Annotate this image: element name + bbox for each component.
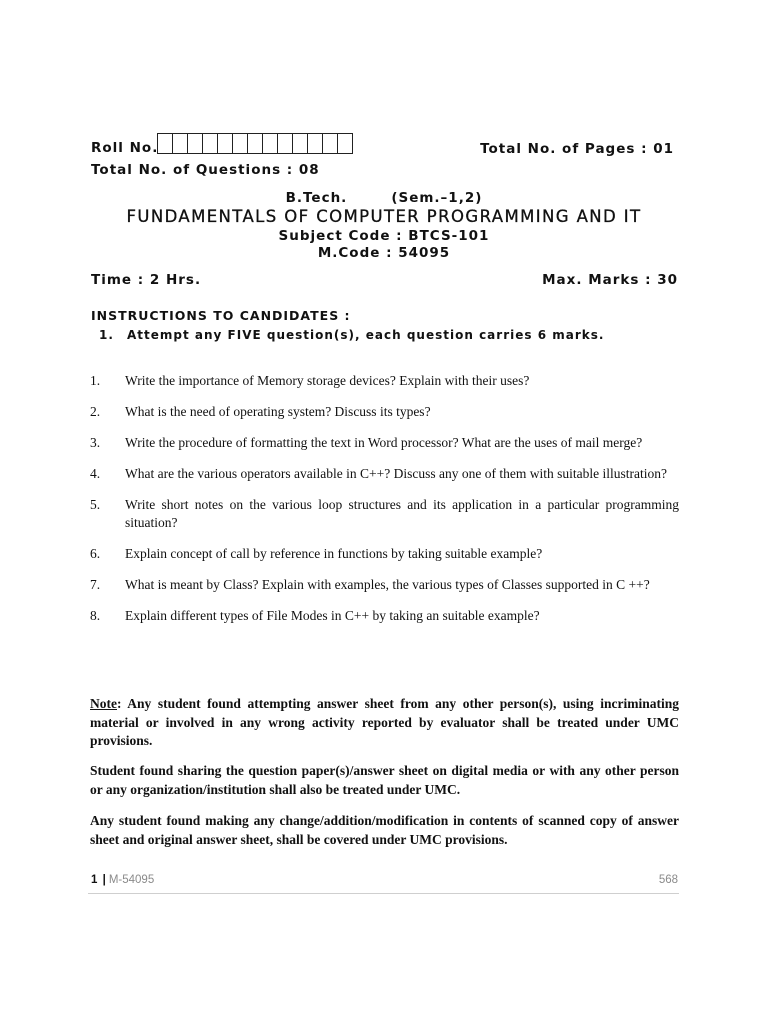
course-line	[0, 190, 768, 206]
question-text: Write short notes on the various loop structures and its application in a particular programming situation?	[125, 497, 679, 530]
footer-page-number: 1	[91, 874, 98, 886]
roll-no-box[interactable]	[218, 134, 233, 153]
roll-no-box[interactable]	[278, 134, 293, 153]
question-number: 5.	[90, 497, 101, 512]
question-item	[90, 496, 679, 532]
question-number: 1.	[90, 373, 101, 388]
question-number: 4.	[90, 466, 101, 481]
roll-no-box[interactable]	[248, 134, 263, 153]
question-number: 6.	[90, 546, 101, 561]
question-number: 3.	[90, 435, 101, 450]
roll-no-box[interactable]	[308, 134, 323, 153]
subject-title: FUNDAMENTALS OF COMPUTER PROGRAMMING AND IT	[126, 207, 642, 226]
subject-code: Subject Code : BTCS-101	[278, 228, 490, 244]
roll-no-box[interactable]	[203, 134, 218, 153]
note-text: : Any student found attempting answer sheet from any other person(s), using incriminating material or involved in any wrong activity reported by evaluator shall be treated under UMC provisions.	[90, 696, 679, 748]
instructions-heading: INSTRUCTIONS TO CANDIDATES :	[91, 308, 351, 323]
note-label: Note	[90, 696, 117, 711]
m-code: M.Code : 54095	[317, 245, 451, 261]
roll-no-box[interactable]	[323, 134, 338, 153]
question-text: Write the procedure of formatting the text in Word processor? What are the uses of mail merge?	[125, 435, 643, 450]
footer-code: M-54095	[108, 874, 155, 886]
question-text: What is the need of operating system? Discuss its types?	[125, 404, 431, 419]
question-item	[90, 372, 679, 390]
question-number: 8.	[90, 608, 101, 623]
roll-no-box[interactable]	[188, 134, 203, 153]
question-item	[90, 403, 679, 421]
instruction-item	[99, 328, 604, 342]
roll-no-box[interactable]	[263, 134, 278, 153]
note-umc-attempting	[90, 695, 679, 751]
question-item	[90, 576, 679, 594]
roll-no-box[interactable]	[293, 134, 308, 153]
instruction-text: Attempt any FIVE question(s), each question carries 6 marks.	[127, 328, 605, 342]
note-umc-modification: Any student found making any change/addition/modification in contents of scanned copy of answer sheet and original answer sheet, shall be covered under UMC provisions.	[90, 813, 679, 847]
question-item	[90, 434, 679, 452]
roll-no-box[interactable]	[173, 134, 188, 153]
total-pages: Total No. of Pages : 01	[480, 141, 674, 157]
roll-no-label: Roll No.	[91, 140, 159, 156]
footer-right-number: 568	[658, 874, 678, 886]
question-text: What is meant by Class? Explain with examples, the various types of Classes supported in C ++?	[125, 577, 650, 592]
semester: (Sem.–1,2)	[391, 190, 483, 206]
roll-no-box[interactable]	[158, 134, 173, 153]
roll-no-box[interactable]	[338, 134, 352, 153]
question-list	[90, 372, 679, 638]
footer-divider	[88, 893, 679, 894]
question-item	[90, 465, 679, 483]
footer-separator: |	[102, 874, 106, 886]
total-questions: Total No. of Questions : 08	[91, 162, 320, 178]
degree: B.Tech.	[285, 190, 348, 206]
question-text: Explain different types of File Modes in C++ by taking an suitable example?	[125, 608, 540, 623]
note-umc-sharing: Student found sharing the question paper(s)/answer sheet on digital media or with any other person or any organization/institution shall also be treated under UMC.	[90, 763, 679, 797]
question-number: 2.	[90, 404, 101, 419]
roll-no-box[interactable]	[233, 134, 248, 153]
question-number: 7.	[90, 577, 101, 592]
exam-time: Time : 2 Hrs.	[91, 272, 202, 288]
roll-no-boxes[interactable]	[157, 133, 353, 154]
footer-left	[91, 874, 154, 886]
question-item	[90, 545, 679, 563]
question-text: Write the importance of Memory storage devices? Explain with their uses?	[125, 373, 530, 388]
question-item	[90, 607, 679, 625]
max-marks: Max. Marks : 30	[542, 272, 678, 288]
instruction-number: 1.	[99, 328, 114, 342]
question-text: Explain concept of call by reference in functions by taking suitable example?	[125, 546, 543, 561]
question-text: What are the various operators available in C++? Discuss any one of them with suitable illustration?	[125, 466, 667, 481]
